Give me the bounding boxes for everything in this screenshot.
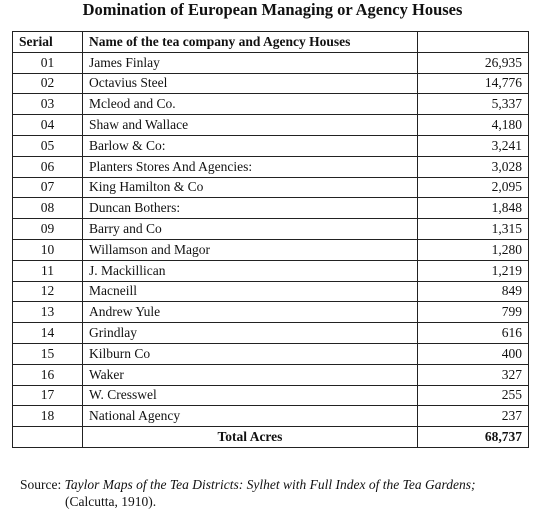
row-serial: 01 bbox=[13, 52, 83, 73]
row-acres: 14,776 bbox=[418, 73, 529, 94]
row-serial: 03 bbox=[13, 94, 83, 115]
row-name: Macneill bbox=[83, 281, 418, 302]
table-row bbox=[13, 385, 529, 406]
total-value: 68,737 bbox=[418, 427, 529, 448]
header-name: Name of the tea company and Agency Houses bbox=[83, 32, 418, 53]
source-suffix: (Calcutta, 1910). bbox=[65, 494, 157, 509]
row-acres: 799 bbox=[418, 302, 529, 323]
agency-houses-table bbox=[12, 31, 529, 448]
total-empty-cell bbox=[13, 427, 83, 448]
row-name: Andrew Yule bbox=[83, 302, 418, 323]
row-acres: 1,848 bbox=[418, 198, 529, 219]
row-serial: 08 bbox=[13, 198, 83, 219]
row-acres: 1,219 bbox=[418, 260, 529, 281]
table-row bbox=[13, 260, 529, 281]
row-name: Mcleod and Co. bbox=[83, 94, 418, 115]
table-row bbox=[13, 177, 529, 198]
row-name: Octavius Steel bbox=[83, 73, 418, 94]
row-name: Waker bbox=[83, 364, 418, 385]
row-name: Shaw and Wallace bbox=[83, 115, 418, 136]
table-header-row bbox=[13, 32, 529, 53]
row-name: J. Mackillican bbox=[83, 260, 418, 281]
row-acres: 616 bbox=[418, 323, 529, 344]
row-acres: 2,095 bbox=[418, 177, 529, 198]
row-serial: 09 bbox=[13, 219, 83, 240]
row-serial: 18 bbox=[13, 406, 83, 427]
row-name: Kilburn Co bbox=[83, 343, 418, 364]
row-serial: 06 bbox=[13, 156, 83, 177]
row-serial: 02 bbox=[13, 73, 83, 94]
row-name: Willamson and Magor bbox=[83, 239, 418, 260]
row-serial: 07 bbox=[13, 177, 83, 198]
row-name: King Hamilton & Co bbox=[83, 177, 418, 198]
row-name: Grindlay bbox=[83, 323, 418, 344]
header-acres bbox=[418, 32, 529, 53]
source-prefix: Source: bbox=[20, 477, 65, 492]
header-serial: Serial bbox=[13, 32, 83, 53]
table-row bbox=[13, 343, 529, 364]
row-acres: 327 bbox=[418, 364, 529, 385]
page-title: Domination of European Managing or Agency Houses bbox=[82, 0, 463, 19]
row-serial: 17 bbox=[13, 385, 83, 406]
row-name: Barlow & Co: bbox=[83, 135, 418, 156]
row-serial: 13 bbox=[13, 302, 83, 323]
table-row bbox=[13, 156, 529, 177]
table-row bbox=[13, 94, 529, 115]
table-row bbox=[13, 219, 529, 240]
row-serial: 12 bbox=[13, 281, 83, 302]
table-row bbox=[13, 198, 529, 219]
row-name: W. Cresswel bbox=[83, 385, 418, 406]
table-row bbox=[13, 323, 529, 344]
row-name: Duncan Bothers: bbox=[83, 198, 418, 219]
row-acres: 3,241 bbox=[418, 135, 529, 156]
table-row bbox=[13, 281, 529, 302]
row-acres: 4,180 bbox=[418, 115, 529, 136]
row-serial: 15 bbox=[13, 343, 83, 364]
row-acres: 237 bbox=[418, 406, 529, 427]
row-acres: 255 bbox=[418, 385, 529, 406]
table-row bbox=[13, 52, 529, 73]
source-citation: Taylor Maps of the Tea Districts: Sylhet with Full Index of the Tea Gardens; bbox=[64, 477, 476, 492]
total-label: Total Acres bbox=[83, 427, 418, 448]
row-acres: 1,315 bbox=[418, 219, 529, 240]
row-name: Planters Stores And Agencies: bbox=[83, 156, 418, 177]
row-acres: 849 bbox=[418, 281, 529, 302]
table-row bbox=[13, 115, 529, 136]
row-acres: 400 bbox=[418, 343, 529, 364]
table-row bbox=[13, 406, 529, 427]
table-row bbox=[13, 73, 529, 94]
row-serial: 04 bbox=[13, 115, 83, 136]
table-row bbox=[13, 364, 529, 385]
row-acres: 3,028 bbox=[418, 156, 529, 177]
row-name: James Finlay bbox=[83, 52, 418, 73]
table-body bbox=[13, 52, 529, 426]
row-serial: 14 bbox=[13, 323, 83, 344]
row-serial: 11 bbox=[13, 260, 83, 281]
row-serial: 05 bbox=[13, 135, 83, 156]
source-note bbox=[20, 476, 540, 510]
row-acres: 1,280 bbox=[418, 239, 529, 260]
row-acres: 5,337 bbox=[418, 94, 529, 115]
table-row bbox=[13, 135, 529, 156]
table-row bbox=[13, 302, 529, 323]
total-row bbox=[13, 427, 529, 448]
row-serial: 16 bbox=[13, 364, 83, 385]
row-serial: 10 bbox=[13, 239, 83, 260]
row-name: National Agency bbox=[83, 406, 418, 427]
table-row bbox=[13, 239, 529, 260]
row-acres: 26,935 bbox=[418, 52, 529, 73]
row-name: Barry and Co bbox=[83, 219, 418, 240]
